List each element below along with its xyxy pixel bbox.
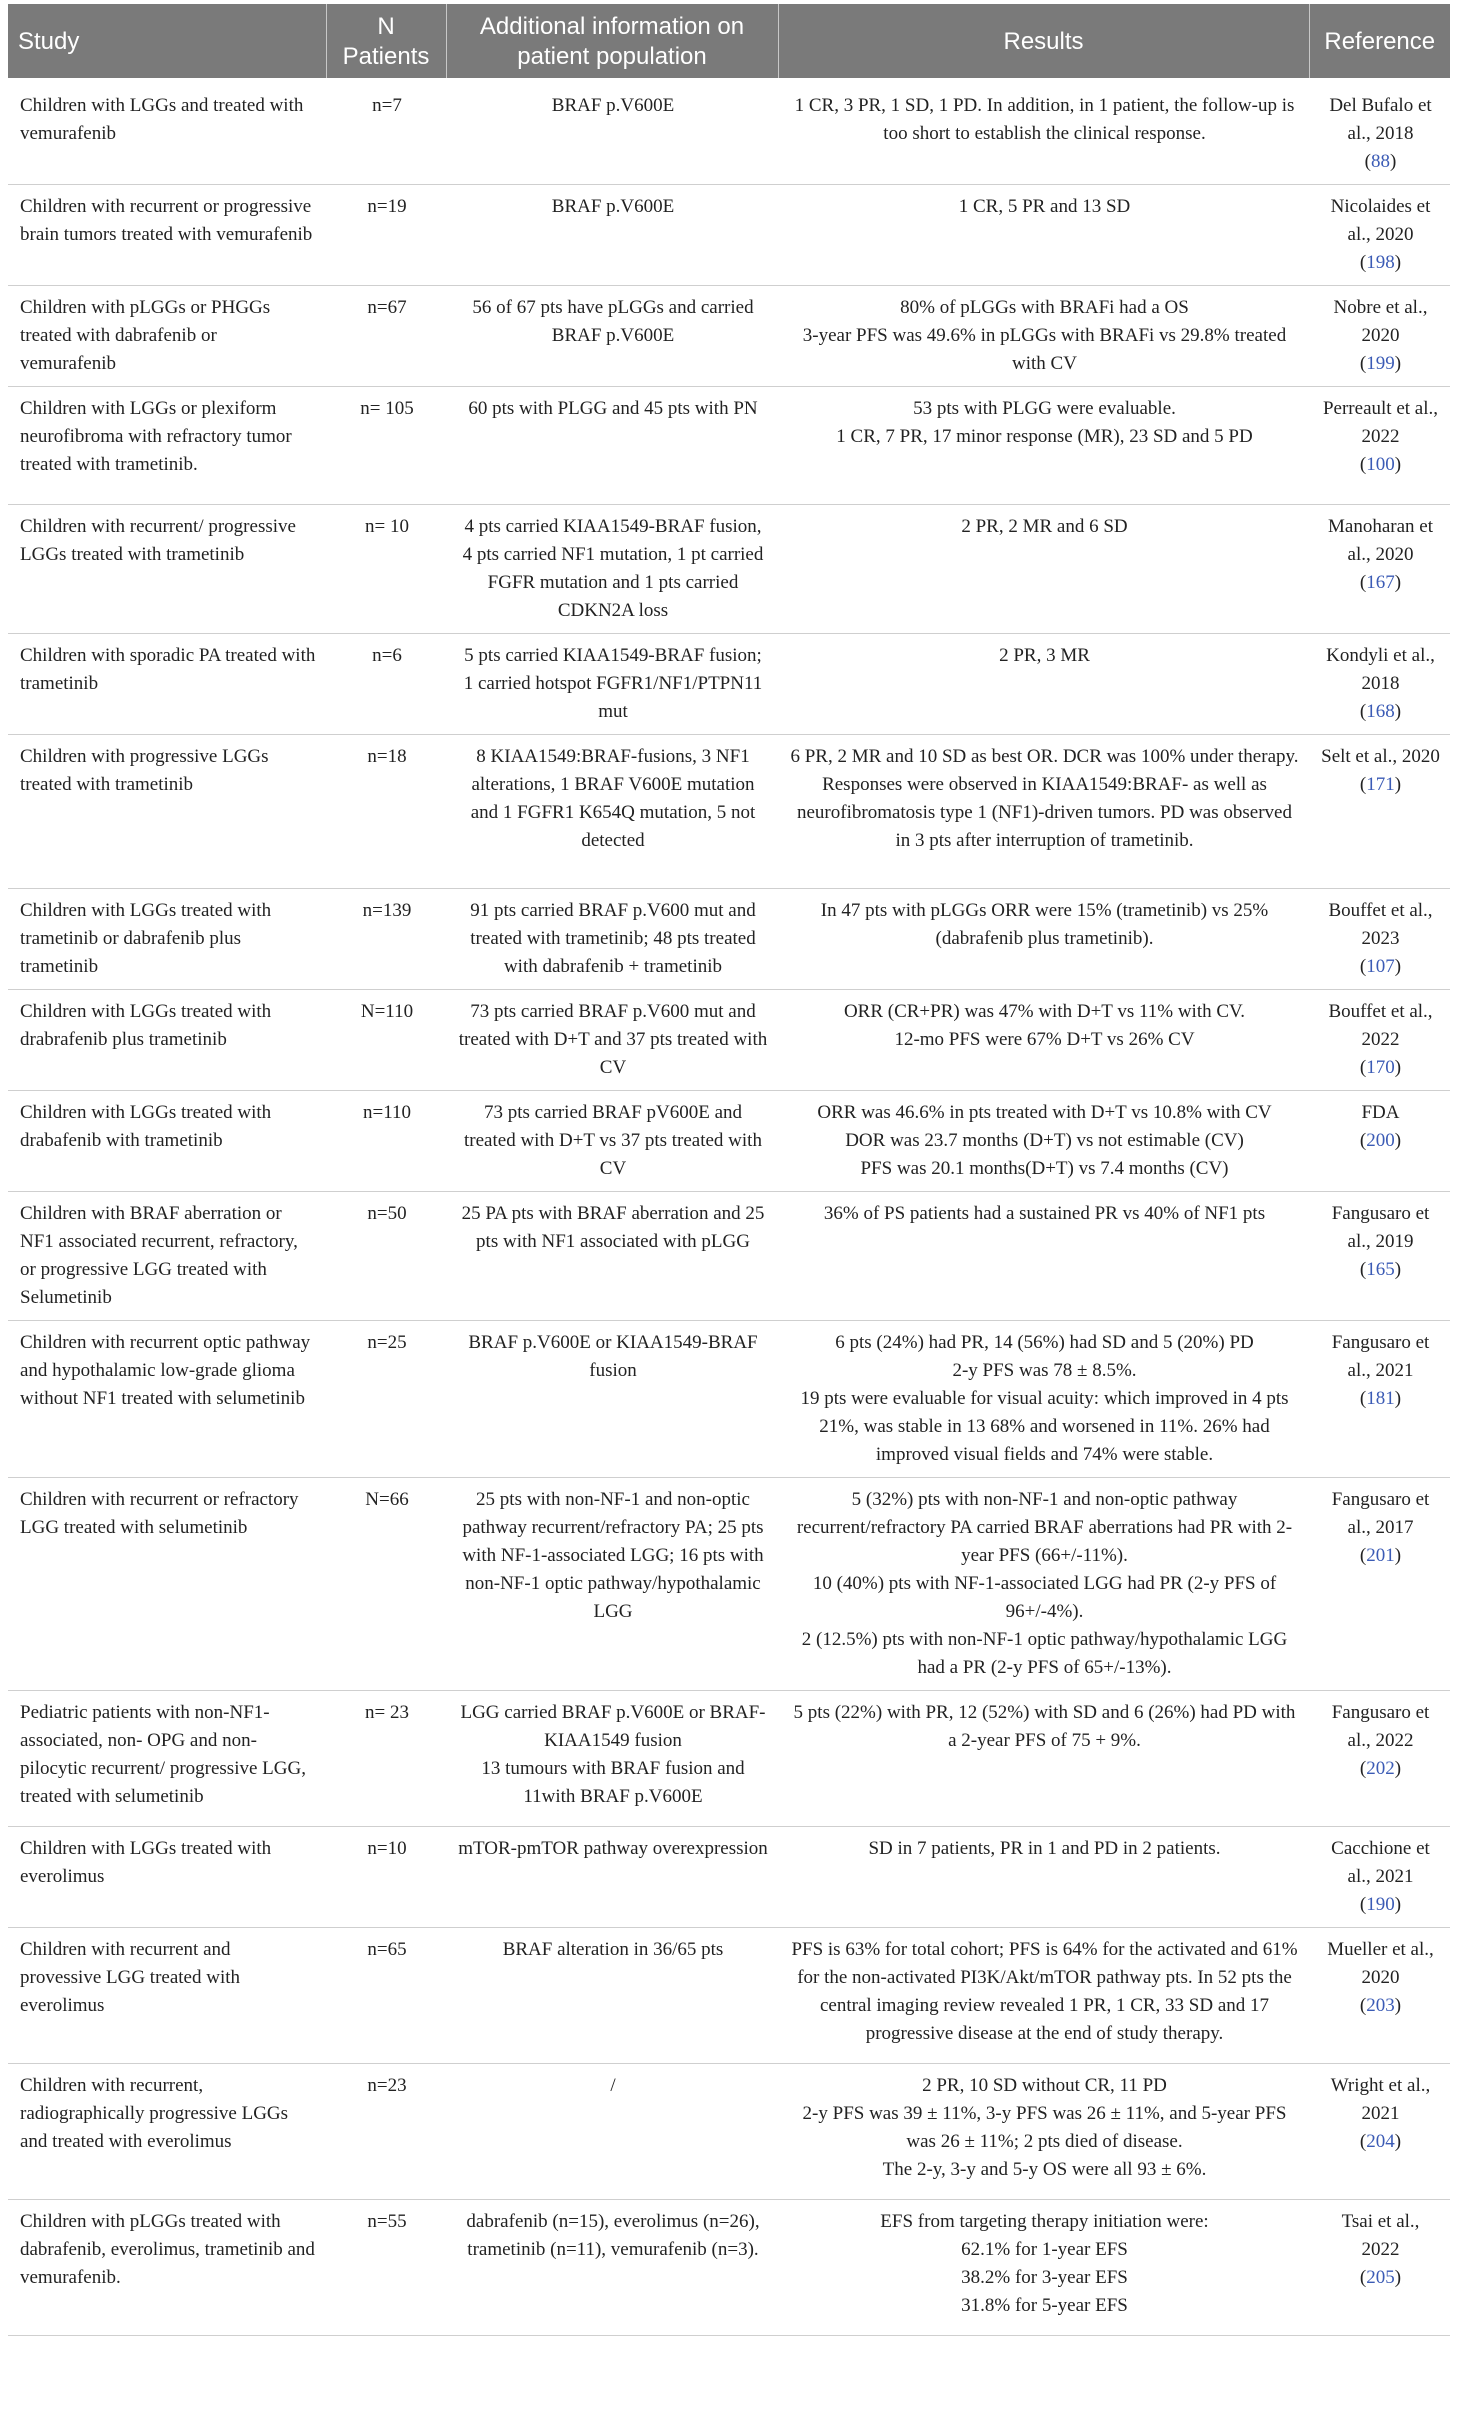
patient-info-cell: 4 pts carried KIAA1549-BRAF fusion, 4 pts carried NF1 mutation, 1 pt carried FGFR mutation and 1 pts carried CDKN2A loss — [446, 505, 778, 634]
reference-link[interactable]: 88 — [1371, 151, 1390, 172]
result-line: PFS was 20.1 months(D+T) vs 7.4 months (CV) — [860, 1158, 1229, 1179]
reference-cell: Kondyli et al., 2018 (168) — [1309, 634, 1450, 735]
reference-text: Manoharan et al., 2020 — [1328, 516, 1433, 565]
reference-cell: Selt et al., 2020 (171) — [1309, 735, 1450, 889]
reference-link[interactable]: 190 — [1366, 1894, 1395, 1915]
patient-info-cell: 73 pts carried BRAF p.V600 mut and treated with D+T and 37 pts treated with CV — [446, 990, 778, 1091]
result-line: 5 pts (22%) with PR, 12 (52%) with SD and 6 (26%) had PD with a 2-year PFS of 75 + 9%. — [793, 1702, 1296, 1751]
results-cell — [778, 889, 1309, 990]
study-cell: Children with sporadic PA treated with trametinib — [8, 634, 326, 735]
table-row — [8, 1691, 1450, 1827]
reference-link[interactable]: 203 — [1366, 1995, 1395, 2016]
table-row — [8, 1091, 1450, 1192]
study-cell: Pediatric patients with non-NF1-associated, non- OPG and non-pilocytic recurrent/ progressive LGG, treated with selumetinib — [8, 1691, 326, 1827]
reference-text: Fangusaro et al., 2017 — [1331, 1489, 1430, 1538]
n-patients-cell: n= 105 — [326, 387, 446, 505]
study-cell: Children with recurrent or progressive brain tumors treated with vemurafenib — [8, 185, 326, 286]
study-cell: Children with progressive LGGs treated with trametinib — [8, 735, 326, 889]
reference-link[interactable]: 198 — [1366, 252, 1395, 273]
results-cell — [778, 990, 1309, 1091]
table-row — [8, 990, 1450, 1091]
study-cell: Children with LGGs treated with drabafenib with trametinib — [8, 1091, 326, 1192]
study-cell: Children with recurrent/ progressive LGGs treated with trametinib — [8, 505, 326, 634]
reference-link[interactable]: 165 — [1366, 1259, 1395, 1280]
patient-info-cell: 5 pts carried KIAA1549-BRAF fusion; 1 carried hotspot FGFR1/NF1/PTPN11 mut — [446, 634, 778, 735]
result-line: 2 PR, 2 MR and 6 SD — [961, 516, 1128, 537]
reference-link[interactable]: 204 — [1366, 2131, 1395, 2152]
table-row — [8, 505, 1450, 634]
result-line: 5 (32%) pts with non-NF-1 and non-optic pathway recurrent/refractory PA carried BRAF aberrations had PR with 2-year PFS (66+/-11%). — [796, 1489, 1293, 1566]
table-row — [8, 889, 1450, 990]
header-additional-info: Additional information on patient population — [446, 4, 778, 78]
study-cell: Children with LGGs and treated with vemurafenib — [8, 78, 326, 185]
result-line: 2 (12.5%) pts with non-NF-1 optic pathway/hypothalamic LGG had a PR (2-y PFS of 65+/-13%). — [801, 1629, 1288, 1678]
header-n-patients: N Patients — [326, 4, 446, 78]
result-line: PFS is 63% for total cohort; PFS is 64% for the activated and 61% for the non-activated PI3K/Akt/mTOR pathway pts. In 52 pts the central imaging review revealed 1 PR, 1 CR, 33 SD and 17 progressive disease at the end of study therapy. — [791, 1939, 1298, 2044]
reference-cell: Mueller et al., 2020 (203) — [1309, 1928, 1450, 2064]
reference-text: Selt et al., 2020 — [1321, 746, 1440, 767]
result-line: 2-y PFS was 78 ± 8.5%. — [952, 1360, 1137, 1381]
reference-text: Nobre et al., 2020 — [1333, 297, 1428, 346]
n-patients-cell: n=65 — [326, 1928, 446, 2064]
result-line: ORR was 46.6% in pts treated with D+T vs 10.8% with CV — [817, 1102, 1272, 1123]
study-cell: Children with LGGs treated with drabrafenib plus trametinib — [8, 990, 326, 1091]
n-patients-cell: n=6 — [326, 634, 446, 735]
n-patients-cell: n=55 — [326, 2200, 446, 2336]
reference-cell: Fangusaro et al., 2021 (181) — [1309, 1321, 1450, 1478]
reference-text: Cacchione et al., 2021 — [1331, 1838, 1430, 1887]
study-cell: Children with recurrent optic pathway and hypothalamic low-grade glioma without NF1 treated with selumetinib — [8, 1321, 326, 1478]
table-row — [8, 1478, 1450, 1691]
reference-cell: Nicolaides et al., 2020 (198) — [1309, 185, 1450, 286]
results-cell — [778, 505, 1309, 634]
patient-info-cell: / — [446, 2064, 778, 2200]
reference-cell: Nobre et al., 2020 (199) — [1309, 286, 1450, 387]
reference-text: Bouffet et al., 2022 — [1328, 1001, 1433, 1050]
reference-link[interactable]: 168 — [1366, 701, 1395, 722]
patient-info-cell: mTOR-pmTOR pathway overexpression — [446, 1827, 778, 1928]
result-line: 38.2% for 3-year EFS — [961, 2267, 1128, 2288]
table-container — [8, 4, 1450, 2336]
results-cell — [778, 387, 1309, 505]
result-line: 2 PR, 10 SD without CR, 11 PD — [922, 2075, 1167, 2096]
n-patients-cell: n= 10 — [326, 505, 446, 634]
results-cell — [778, 1928, 1309, 2064]
n-patients-cell: n=50 — [326, 1192, 446, 1321]
n-patients-cell: n= 23 — [326, 1691, 446, 1827]
reference-cell: Bouffet et al., 2023 (107) — [1309, 889, 1450, 990]
result-line: EFS from targeting therapy initiation were: — [880, 2211, 1209, 2232]
result-line: 1 CR, 3 PR, 1 SD, 1 PD. In addition, in 1 patient, the follow-up is too short to establish the clinical response. — [794, 95, 1295, 144]
patient-info-cell: LGG carried BRAF p.V600E or BRAF-KIAA1549 fusion 13 tumours with BRAF fusion and 11with BRAF p.V600E — [446, 1691, 778, 1827]
n-patients-cell: n=10 — [326, 1827, 446, 1928]
reference-text: Fangusaro et al., 2021 — [1331, 1332, 1430, 1381]
result-line: 6 PR, 2 MR and 10 SD as best OR. DCR was 100% under therapy. — [790, 746, 1299, 767]
result-line: 1 CR, 5 PR and 13 SD — [958, 196, 1131, 217]
study-cell: Children with LGGs treated with everolimus — [8, 1827, 326, 1928]
reference-link[interactable]: 201 — [1366, 1545, 1395, 1566]
n-patients-cell: N=66 — [326, 1478, 446, 1691]
n-patients-cell: N=110 — [326, 990, 446, 1091]
reference-cell: FDA (200) — [1309, 1091, 1450, 1192]
reference-text: Tsai et al., 2022 — [1341, 2211, 1420, 2260]
n-patients-cell: n=139 — [326, 889, 446, 990]
n-patients-cell: n=67 — [326, 286, 446, 387]
table-header-row — [8, 4, 1450, 78]
study-cell: Children with recurrent and provessive LGG treated with everolimus — [8, 1928, 326, 2064]
results-cell — [778, 185, 1309, 286]
study-cell: Children with pLGGs treated with dabrafenib, everolimus, trametinib and vemurafenib. — [8, 2200, 326, 2336]
n-patients-cell: n=7 — [326, 78, 446, 185]
result-line: In 47 pts with pLGGs ORR were 15% (trametinib) vs 25% (dabrafenib plus trametinib). — [820, 900, 1269, 949]
patient-info-cell: 60 pts with PLGG and 45 pts with PN — [446, 387, 778, 505]
header-study: Study — [8, 4, 326, 78]
result-line: 19 pts were evaluable for visual acuity: which improved in 4 pts 21%, was stable in 13 68% and worsened in 11%. 26% had improved visual fields and 74% were stable. — [800, 1388, 1289, 1465]
reference-link[interactable]: 167 — [1366, 572, 1395, 593]
reference-text: Mueller et al., 2020 — [1327, 1939, 1434, 1988]
result-line: SD in 7 patients, PR in 1 and PD in 2 patients. — [868, 1838, 1221, 1859]
result-line: Responses were observed in KIAA1549:BRAF- as well as neurofibromatosis type 1 (NF1)-driven tumors. PD was observed in 3 pts after interruption of trametinib. — [797, 774, 1292, 851]
reference-cell: Fangusaro et al., 2017 (201) — [1309, 1478, 1450, 1691]
study-cell: Children with pLGGs or PHGGs treated with dabrafenib or vemurafenib — [8, 286, 326, 387]
reference-text: FDA — [1361, 1102, 1400, 1123]
result-line: 3-year PFS was 49.6% in pLGGs with BRAFi vs 29.8% treated with CV — [802, 325, 1287, 374]
results-cell — [778, 1091, 1309, 1192]
results-cell — [778, 634, 1309, 735]
reference-text: Perreault et al., 2022 — [1322, 398, 1438, 447]
reference-cell: Cacchione et al., 2021 (190) — [1309, 1827, 1450, 1928]
table-row — [8, 1928, 1450, 2064]
result-line: 80% of pLGGs with BRAFi had a OS — [900, 297, 1189, 318]
study-cell: Children with LGGs or plexiform neurofibroma with refractory tumor treated with trametinib. — [8, 387, 326, 505]
study-cell: Children with recurrent, radiographically progressive LGGs and treated with everolimus — [8, 2064, 326, 2200]
result-line: 31.8% for 5-year EFS — [961, 2295, 1128, 2316]
results-cell — [778, 1691, 1309, 1827]
table-row — [8, 387, 1450, 505]
reference-link[interactable]: 170 — [1366, 1057, 1395, 1078]
n-patients-cell: n=19 — [326, 185, 446, 286]
result-line: 2-y PFS was 39 ± 11%, 3-y PFS was 26 ± 11%, and 5-year PFS was 26 ± 11%; 2 pts died of disease. — [802, 2103, 1287, 2152]
result-line: 2 PR, 3 MR — [999, 645, 1090, 666]
results-cell — [778, 1827, 1309, 1928]
patient-info-cell: 8 KIAA1549:BRAF-fusions, 3 NF1 alterations, 1 BRAF V600E mutation and 1 FGFR1 K654Q mutation, 5 not detected — [446, 735, 778, 889]
study-cell: Children with recurrent or refractory LGG treated with selumetinib — [8, 1478, 326, 1691]
result-line: 10 (40%) pts with NF-1-associated LGG had PR (2-y PFS of 96+/-4%). — [812, 1573, 1277, 1622]
table-row — [8, 735, 1450, 889]
header-results: Results — [778, 4, 1309, 78]
reference-text: Fangusaro et al., 2019 — [1331, 1203, 1430, 1252]
reference-link[interactable]: 202 — [1366, 1758, 1395, 1779]
study-cell: Children with BRAF aberration or NF1 associated recurrent, refractory, or progressive LGG treated with Selumetinib — [8, 1192, 326, 1321]
reference-text: Fangusaro et al., 2022 — [1331, 1702, 1430, 1751]
result-line: ORR (CR+PR) was 47% with D+T vs 11% with CV. — [843, 1001, 1246, 1022]
n-patients-cell: n=25 — [326, 1321, 446, 1478]
result-line: 6 pts (24%) had PR, 14 (56%) had SD and 5 (20%) PD — [835, 1332, 1254, 1353]
patient-info-cell: BRAF p.V600E or KIAA1549-BRAF fusion — [446, 1321, 778, 1478]
reference-cell: Manoharan et al., 2020 (167) — [1309, 505, 1450, 634]
results-cell — [778, 78, 1309, 185]
n-patients-cell: n=110 — [326, 1091, 446, 1192]
reference-link[interactable]: 200 — [1366, 1130, 1395, 1151]
result-line: 36% of PS patients had a sustained PR vs 40% of NF1 pts — [823, 1203, 1266, 1224]
reference-text: Kondyli et al., 2018 — [1326, 645, 1435, 694]
result-line: 53 pts with PLGG were evaluable. — [913, 398, 1176, 419]
results-cell — [778, 1478, 1309, 1691]
patient-info-cell: 25 pts with non-NF-1 and non-optic pathway recurrent/refractory PA; 25 pts with NF-1-associated LGG; 16 pts with non-NF-1 optic pathway/hypothalamic LGG — [446, 1478, 778, 1691]
result-line: DOR was 23.7 months (D+T) vs not estimable (CV) — [845, 1130, 1244, 1151]
results-cell — [778, 735, 1309, 889]
patient-info-cell: dabrafenib (n=15), everolimus (n=26), trametinib (n=11), vemurafenib (n=3). — [446, 2200, 778, 2336]
table-row — [8, 634, 1450, 735]
results-cell — [778, 2200, 1309, 2336]
table-row — [8, 78, 1450, 185]
patient-info-cell: 91 pts carried BRAF p.V600 mut and treated with trametinib; 48 pts treated with dabrafenib + trametinib — [446, 889, 778, 990]
reference-cell: Del Bufalo et al., 2018 (88) — [1309, 78, 1450, 185]
table-body — [8, 78, 1450, 2336]
reference-link[interactable]: 205 — [1366, 2267, 1395, 2288]
reference-cell: Bouffet et al., 2022 (170) — [1309, 990, 1450, 1091]
patient-info-cell: 25 PA pts with BRAF aberration and 25 pts with NF1 associated with pLGG — [446, 1192, 778, 1321]
results-cell — [778, 2064, 1309, 2200]
header-reference: Reference — [1309, 4, 1450, 78]
reference-cell: Fangusaro et al., 2022 (202) — [1309, 1691, 1450, 1827]
patient-info-cell: BRAF p.V600E — [446, 185, 778, 286]
reference-text: Nicolaides et al., 2020 — [1330, 196, 1431, 245]
table-row — [8, 286, 1450, 387]
results-cell — [778, 1321, 1309, 1478]
reference-text: Wright et al., 2021 — [1330, 2075, 1431, 2124]
studies-table — [8, 4, 1450, 2336]
reference-cell: Fangusaro et al., 2019 (165) — [1309, 1192, 1450, 1321]
patient-info-cell: BRAF alteration in 36/65 pts — [446, 1928, 778, 2064]
table-row — [8, 1192, 1450, 1321]
result-line: 62.1% for 1-year EFS — [961, 2239, 1128, 2260]
reference-link[interactable]: 171 — [1366, 774, 1395, 795]
table-row — [8, 2064, 1450, 2200]
table-row — [8, 2200, 1450, 2336]
reference-link[interactable]: 199 — [1366, 353, 1395, 374]
n-patients-cell: n=18 — [326, 735, 446, 889]
patient-info-cell: BRAF p.V600E — [446, 78, 778, 185]
reference-text: Del Bufalo et al., 2018 — [1329, 95, 1432, 144]
result-line: 1 CR, 7 PR, 17 minor response (MR), 23 SD and 5 PD — [836, 426, 1253, 447]
reference-link[interactable]: 107 — [1366, 956, 1395, 977]
reference-link[interactable]: 100 — [1366, 454, 1395, 475]
results-cell — [778, 286, 1309, 387]
results-cell — [778, 1192, 1309, 1321]
table-row — [8, 1827, 1450, 1928]
n-patients-cell: n=23 — [326, 2064, 446, 2200]
reference-text: Bouffet et al., 2023 — [1328, 900, 1433, 949]
reference-cell: Perreault et al., 2022 (100) — [1309, 387, 1450, 505]
reference-link[interactable]: 181 — [1366, 1388, 1395, 1409]
table-row — [8, 185, 1450, 286]
result-line: 12-mo PFS were 67% D+T vs 26% CV — [894, 1029, 1195, 1050]
patient-info-cell: 56 of 67 pts have pLGGs and carried BRAF p.V600E — [446, 286, 778, 387]
result-line: The 2-y, 3-y and 5-y OS were all 93 ± 6%. — [882, 2159, 1207, 2180]
study-cell: Children with LGGs treated with trametinib or dabrafenib plus trametinib — [8, 889, 326, 990]
table-row — [8, 1321, 1450, 1478]
patient-info-cell: 73 pts carried BRAF pV600E and treated with D+T vs 37 pts treated with CV — [446, 1091, 778, 1192]
reference-cell: Tsai et al., 2022 (205) — [1309, 2200, 1450, 2336]
reference-cell: Wright et al., 2021 (204) — [1309, 2064, 1450, 2200]
